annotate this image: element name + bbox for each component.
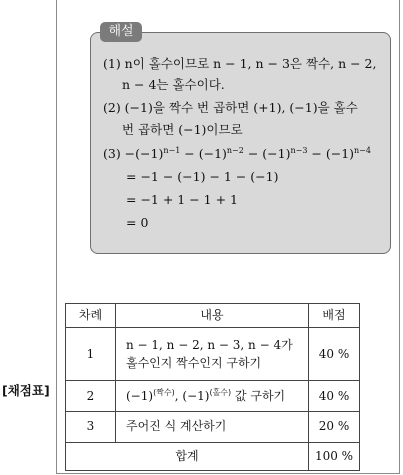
solution-step-1: = −1 − (−1) − 1 − (−1) (126, 169, 279, 184)
expr-minus-1: − (−1) (180, 146, 227, 161)
row-content (116, 381, 309, 411)
table-row (66, 328, 360, 381)
row-points: 20 % (309, 411, 360, 442)
row-content (116, 328, 309, 381)
row-step: 2 (66, 381, 116, 411)
row-content: 주어진 식 계산하기 (116, 411, 309, 442)
row-points: 40 % (309, 328, 360, 381)
expr-minus-3: − (−1) (307, 146, 355, 161)
solution-line-2b: 번 곱하면 (−1)이므로 (122, 122, 243, 137)
row-content-sup-odd: (홀수) (209, 387, 232, 397)
solution-line-3 (103, 146, 371, 161)
expr-minus-2: − (−1) (243, 146, 291, 161)
total-label: 합계 (66, 442, 309, 470)
row-points: 40 % (309, 381, 360, 411)
solution-line-1a: (1) n이 홀수이므로 n − 1, n − 3은 짝수, n − 2, (103, 56, 377, 71)
expr-prefix: (3) −(−1) (103, 146, 164, 161)
table-row (66, 381, 360, 411)
expr-exp-2: n−2 (226, 146, 244, 155)
header-content: 내용 (116, 304, 309, 328)
total-points: 100 % (309, 442, 360, 470)
row-step: 1 (66, 328, 116, 381)
table-header-row (66, 304, 360, 328)
row-content-mid: , (−1) (174, 388, 210, 403)
header-points: 배점 (309, 304, 360, 328)
row-content-sup-even: (짝수) (153, 387, 175, 397)
row-step: 3 (66, 411, 116, 442)
solution-step-3: = 0 (126, 215, 149, 230)
solution-step-2: = −1 + 1 − 1 + 1 (126, 192, 238, 207)
row-content-pre: (−1) (126, 388, 154, 403)
solution-tag: 해설 (100, 22, 142, 42)
expr-exp-4: n−4 (354, 146, 371, 155)
score-table (65, 303, 360, 471)
header-step: 차례 (66, 304, 116, 328)
row-content-line-a: n − 1, n − 2, n − 3, n − 4가 (126, 337, 293, 352)
row-content-post: 값 구하기 (231, 388, 286, 403)
expr-exp-3: n−3 (290, 146, 308, 155)
solution-line-1b: n − 4는 홀수이다. (122, 77, 225, 92)
score-table-label: [채점표] (2, 383, 50, 398)
solution-line-2a: (2) (−1)을 짝수 번 곱하면 (+1), (−1)을 홀수 (103, 100, 358, 115)
table-row (66, 411, 360, 442)
table-total-row (66, 442, 360, 470)
row-content-line-b: 홀수인지 짝수인지 구하기 (126, 356, 262, 371)
expr-exp-1: n−1 (163, 146, 181, 155)
